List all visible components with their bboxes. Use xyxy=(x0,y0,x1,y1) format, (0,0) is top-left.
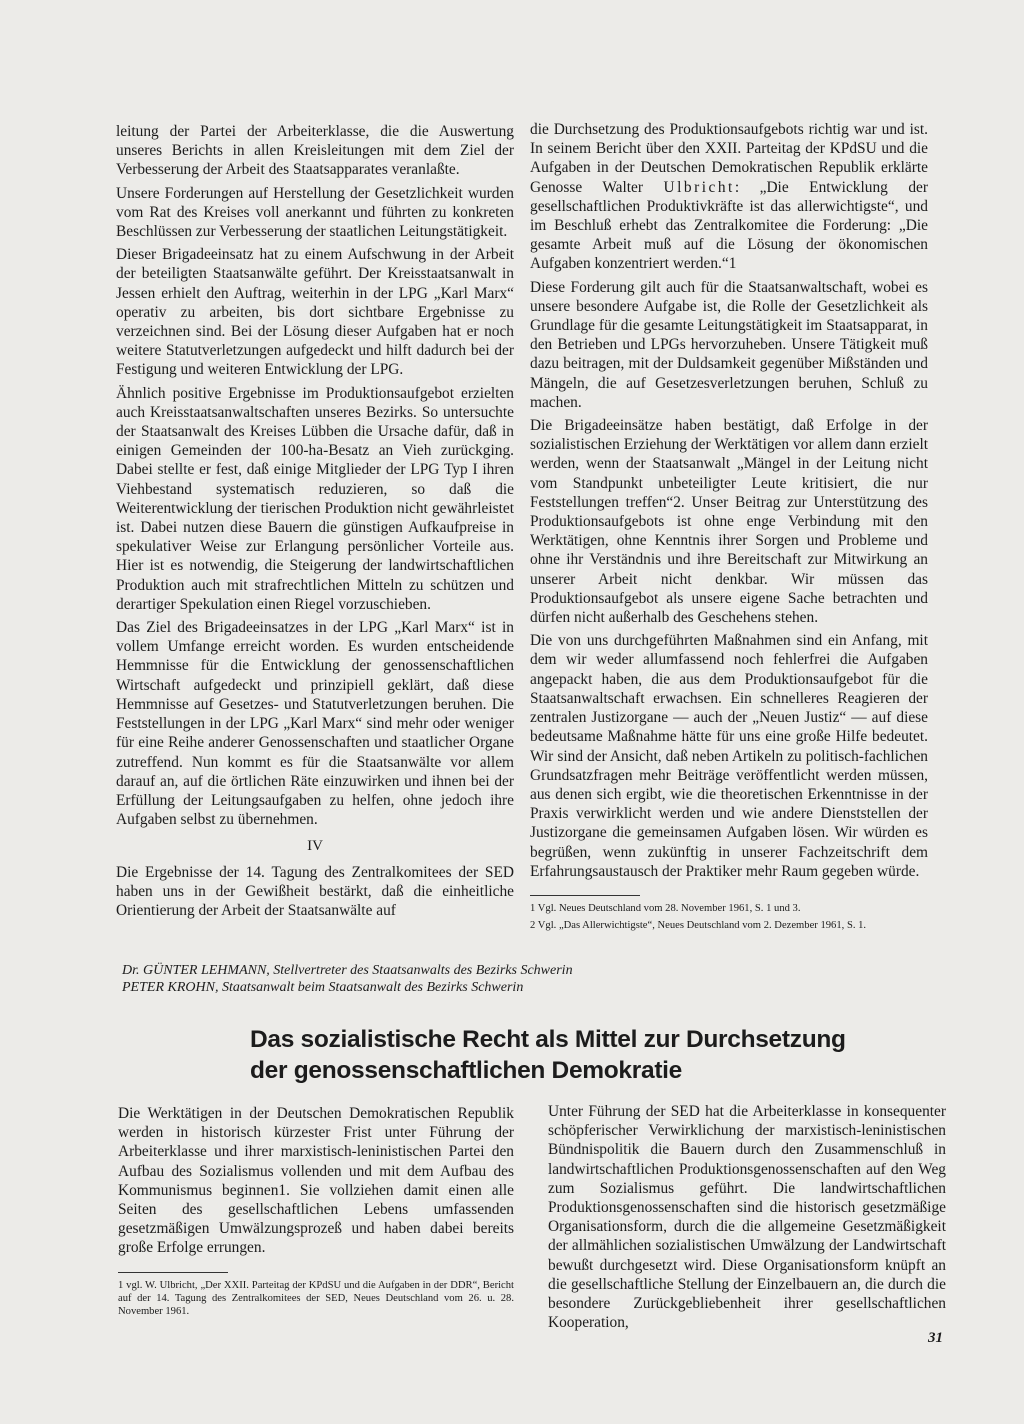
footnote: 1 Vgl. Neues Deutschland vom 28. November 1961, S. 1 und 3. xyxy=(530,902,801,914)
paragraph: Das Ziel des Brigadeeinsatzes in der LPG „Karl Marx“ ist in vollem Umfange erreicht worden. Es wurden entscheidende Hemmnisse für die Entwicklung der genossenschaftlichen Wirtschaft aufgedeckt und prinzipiell geklärt, daß diese Hemmnisse auf Gesetzes- und Statutverletzungen beruhen. Die Feststellungen in der LPG „Karl Marx“ sind mehr oder weniger für eine Reihe anderer Genossenschaften und staatlicher Organe zutreffend. Nun kommt es für die Staatsanwälte vor allem darauf an, auf die örtlichen Räte einzuwirken und ihnen bei der Erfüllung der Leitungsaufgaben zu helfen, ohne jedoch ihre Aufgaben selbst zu übernehmen. xyxy=(116,619,514,829)
column-4 xyxy=(548,1102,946,1336)
emphasized-name: Ulbricht xyxy=(663,178,735,196)
author-byline xyxy=(122,962,902,996)
article-title xyxy=(250,1024,890,1086)
paragraph xyxy=(530,120,928,274)
text-run: : „Die Entwicklung der gesellschaftlichen Produktivkräfte ist das allerwichtigste“, und im Beschluß erhebt das Zentralkomitee die Forderung: „Die gesamte Arbeit muß auf die Lösung der ökonomischen Aufgaben konzentriert werden.“1 xyxy=(530,178,928,273)
footnote: 1 vgl. W. Ulbricht, „Der XXII. Parteitag der KPdSU und die Aufgaben in der DDR“, Bericht auf der 14. Tagung des Zentralkomitees der SED, Neues Deutschland vom 26. u. 28. November 1961. xyxy=(118,1279,514,1317)
paragraph: Die Ergebnisse der 14. Tagung des Zentralkomitees der SED haben uns in der Gewißheit bestärkt, daß die einheitliche Orientierung der Arbeit der Staatsanwälte auf xyxy=(116,863,514,919)
paragraph: Diese Forderung gilt auch für die Staatsanwaltschaft, wobei es unsere besondere Aufgabe ist, die Rolle der Gesetzlichkeit als Grundlage für die gesamte Leitungstätigkeit im Staatsapparat, in den Betrieben und LPGs hervorzuheben. Unsere Tätigkeit muß dazu beitragen, mit der Duldsamkeit gegenüber Mißständen und Mängeln, die auf Gesetzesverletzungen beruhen, Schluß zu machen. xyxy=(530,278,928,411)
column-3 xyxy=(118,1104,514,1322)
column-1 xyxy=(116,122,514,924)
section-heading: IV xyxy=(307,838,323,855)
text-run: die Durchsetzung des Produktionsaufgebots richtig war und ist. In seinem Bericht über den XXII. Parteitag der KPdSU und die Aufgaben in der Deutschen Demokratischen Republik erklärte Genosse Walter xyxy=(530,121,928,196)
footnote-divider xyxy=(118,1272,228,1273)
author-line: Dr. GÜNTER LEHMANN, Stellvertreter des Staatsanwalts des Bezirks Schwerin xyxy=(122,963,573,978)
paragraph: Unsere Forderungen auf Herstellung der Gesetzlichkeit wurden vom Rat des Kreises voll anerkannt und führten zu konkreten Beschlüssen zur Verbesserung der staatlichen Leitungstätigkeit. xyxy=(116,184,514,241)
author-line: PETER KROHN, Staatsanwalt beim Staatsanwalt des Bezirks Schwerin xyxy=(122,980,524,995)
column-2 xyxy=(530,120,928,936)
footnote-divider xyxy=(530,895,640,896)
title-line: der genossenschaftlichen Demokratie xyxy=(250,1057,683,1084)
paragraph: Die Werktätigen in der Deutschen Demokratischen Republik werden in historisch kürzester Frist unter Führung der Arbeiterklasse und ihrer marxistisch-leninistischen Partei den Aufbau des Sozialismus vollenden und mit dem Aufbau des Kommunismus beginnen1. Sie vollziehen damit einen alle Seiten des gesellschaftlichen Lebens umfassenden gesetzmäßigen Umwälzungsprozeß und haben dabei bereits große Erfolge errungen. xyxy=(118,1105,514,1257)
footnote: 2 Vgl. „Das Allerwichtigste“, Neues Deutschland vom 2. Dezember 1961, S. 1. xyxy=(530,919,867,931)
paragraph: leitung der Partei der Arbeiterklasse, die die Auswertung unseres Berichts in allen Kreisleitungen mit dem Ziel der Verbesserung der Arbeit des Staatsapparates veranlaßte. xyxy=(116,123,514,179)
paragraph: Die Brigadeeinsätze haben bestätigt, daß Erfolge in der sozialistischen Erziehung der Werktätigen vor allem dann erzielt werden, wenn der Staatsanwalt „Mängel in der Leitung nicht vom Standpunkt unbeteiligter Leute kritisiert, die nur Feststellungen treffen“2. Unser Beitrag zur Unterstützung des Produktionsaufgebots ist ohne enge Verbindung mit den Werktätigen, ohne Kenntnis ihrer Sorgen und Probleme und ohne ihr Verständnis und ihre Bereitschaft zur Mitwirkung an unserer Arbeit nicht denkbar. Wir müssen das Produktionsaufgebot als unsere eigene Sache betrachten und dürfen nicht außerhalb des Geschehens stehen. xyxy=(530,417,928,627)
paragraph: Die von uns durchgeführten Maßnahmen sind ein Anfang, mit dem wir weder allumfassend noch fehlerfrei die Aufgaben angepackt haben, die aus dem Produktionsaufgebot für die Staatsanwaltschaft erwachsen. Ein schnelleres Reagieren der zentralen Justizorgane — auch der „Neuen Justiz“ — auf diese bedeutsame Maßnahme hätte für uns eine große Hilfe bedeutet. Wir sind der Ansicht, daß neben Artikeln zu politisch-fachlichen Grundsatzfragen mehr Beiträge veröffentlicht werden müssen, aus denen sich ergibt, wie die theoretischen Erkenntnisse in der Praxis verwirklicht werden und wie andere Dienststellen der Justizorgane die gemeinsamen Aufgaben lösen. Wir würden es begrüßen, wenn zukünftig in unserer Fachzeitschrift dem Erfahrungsaustausch der Praktiker mehr Raum gegeben würde. xyxy=(530,632,928,880)
paragraph: Unter Führung der SED hat die Arbeiterklasse in konsequenter schöpferischer Verwirklichung der marxistisch-leninistischen Bündnispolitik die Bauern durch den Zusammenschluß in landwirtschaftlichen Produktionsgenossenschaften auf den Weg zum Sozialismus geführt. Die landwirtschaftlichen Produktionsgenossenschaften sind die historisch gesetzmäßige Organisationsform, durch die die allgemeine Gesetzmäßigkeit der allmählichen sozialistischen Umwälzung der Landwirtschaft bewußt durchgesetzt wird. Diese Organisationsform knüpft an die gesellschaftliche Stellung der Einzelbauern an, die durch die besondere Zurückgebliebenheit ihrer gesellschaftlichen Kooperation, xyxy=(548,1103,946,1332)
paragraph: Ähnlich positive Ergebnisse im Produktionsaufgebot erzielten auch Kreisstaatsanwaltschaften unseres Bezirks. So untersuchte der Staatsanwalt des Kreises Lübben die Ursache dafür, daß in einigen Gemeinden der 100-ha-Besatz an Vieh zurückging. Dabei stellte er fest, daß einige Mitglieder der LPG Typ I ihren Viehbestand systematisch reduzieren, so daß die Weiterentwicklung der tierischen Produktion nicht gewährleistet ist. Dabei nutzen diese Bauern die günstigen Aufkaufpreise in spekulativer Weise zur Erlangung persönlicher Vorteile aus. Hier ist es notwendig, die Steigerung der landwirtschaftlichen Produktion auch mit strafrechtlichen Mitteln zu schützen und derartiger Spekulation einen Riegel vorzuschieben. xyxy=(116,384,514,613)
paragraph: Dieser Brigadeeinsatz hat zu einem Aufschwung in der Arbeit der beteiligten Staatsanwälte geführt. Der Kreisstaatsanwalt in Jessen erhielt den Auftrag, weiterhin in der LPG „Karl Marx“ operativ zu arbeiten, bis dort sichtbare Ergebnisse zu verzeichnen sind. Bei der Lösung dieser Aufgaben hat er noch weitere Statutverletzungen aufgedeckt und hilft dadurch bei der Festigung und weiteren Entwicklung der LPG. xyxy=(116,246,514,379)
title-line: Das sozialistische Recht als Mittel zur Durchsetzung xyxy=(250,1026,846,1053)
page-number: 31 xyxy=(928,1330,943,1346)
